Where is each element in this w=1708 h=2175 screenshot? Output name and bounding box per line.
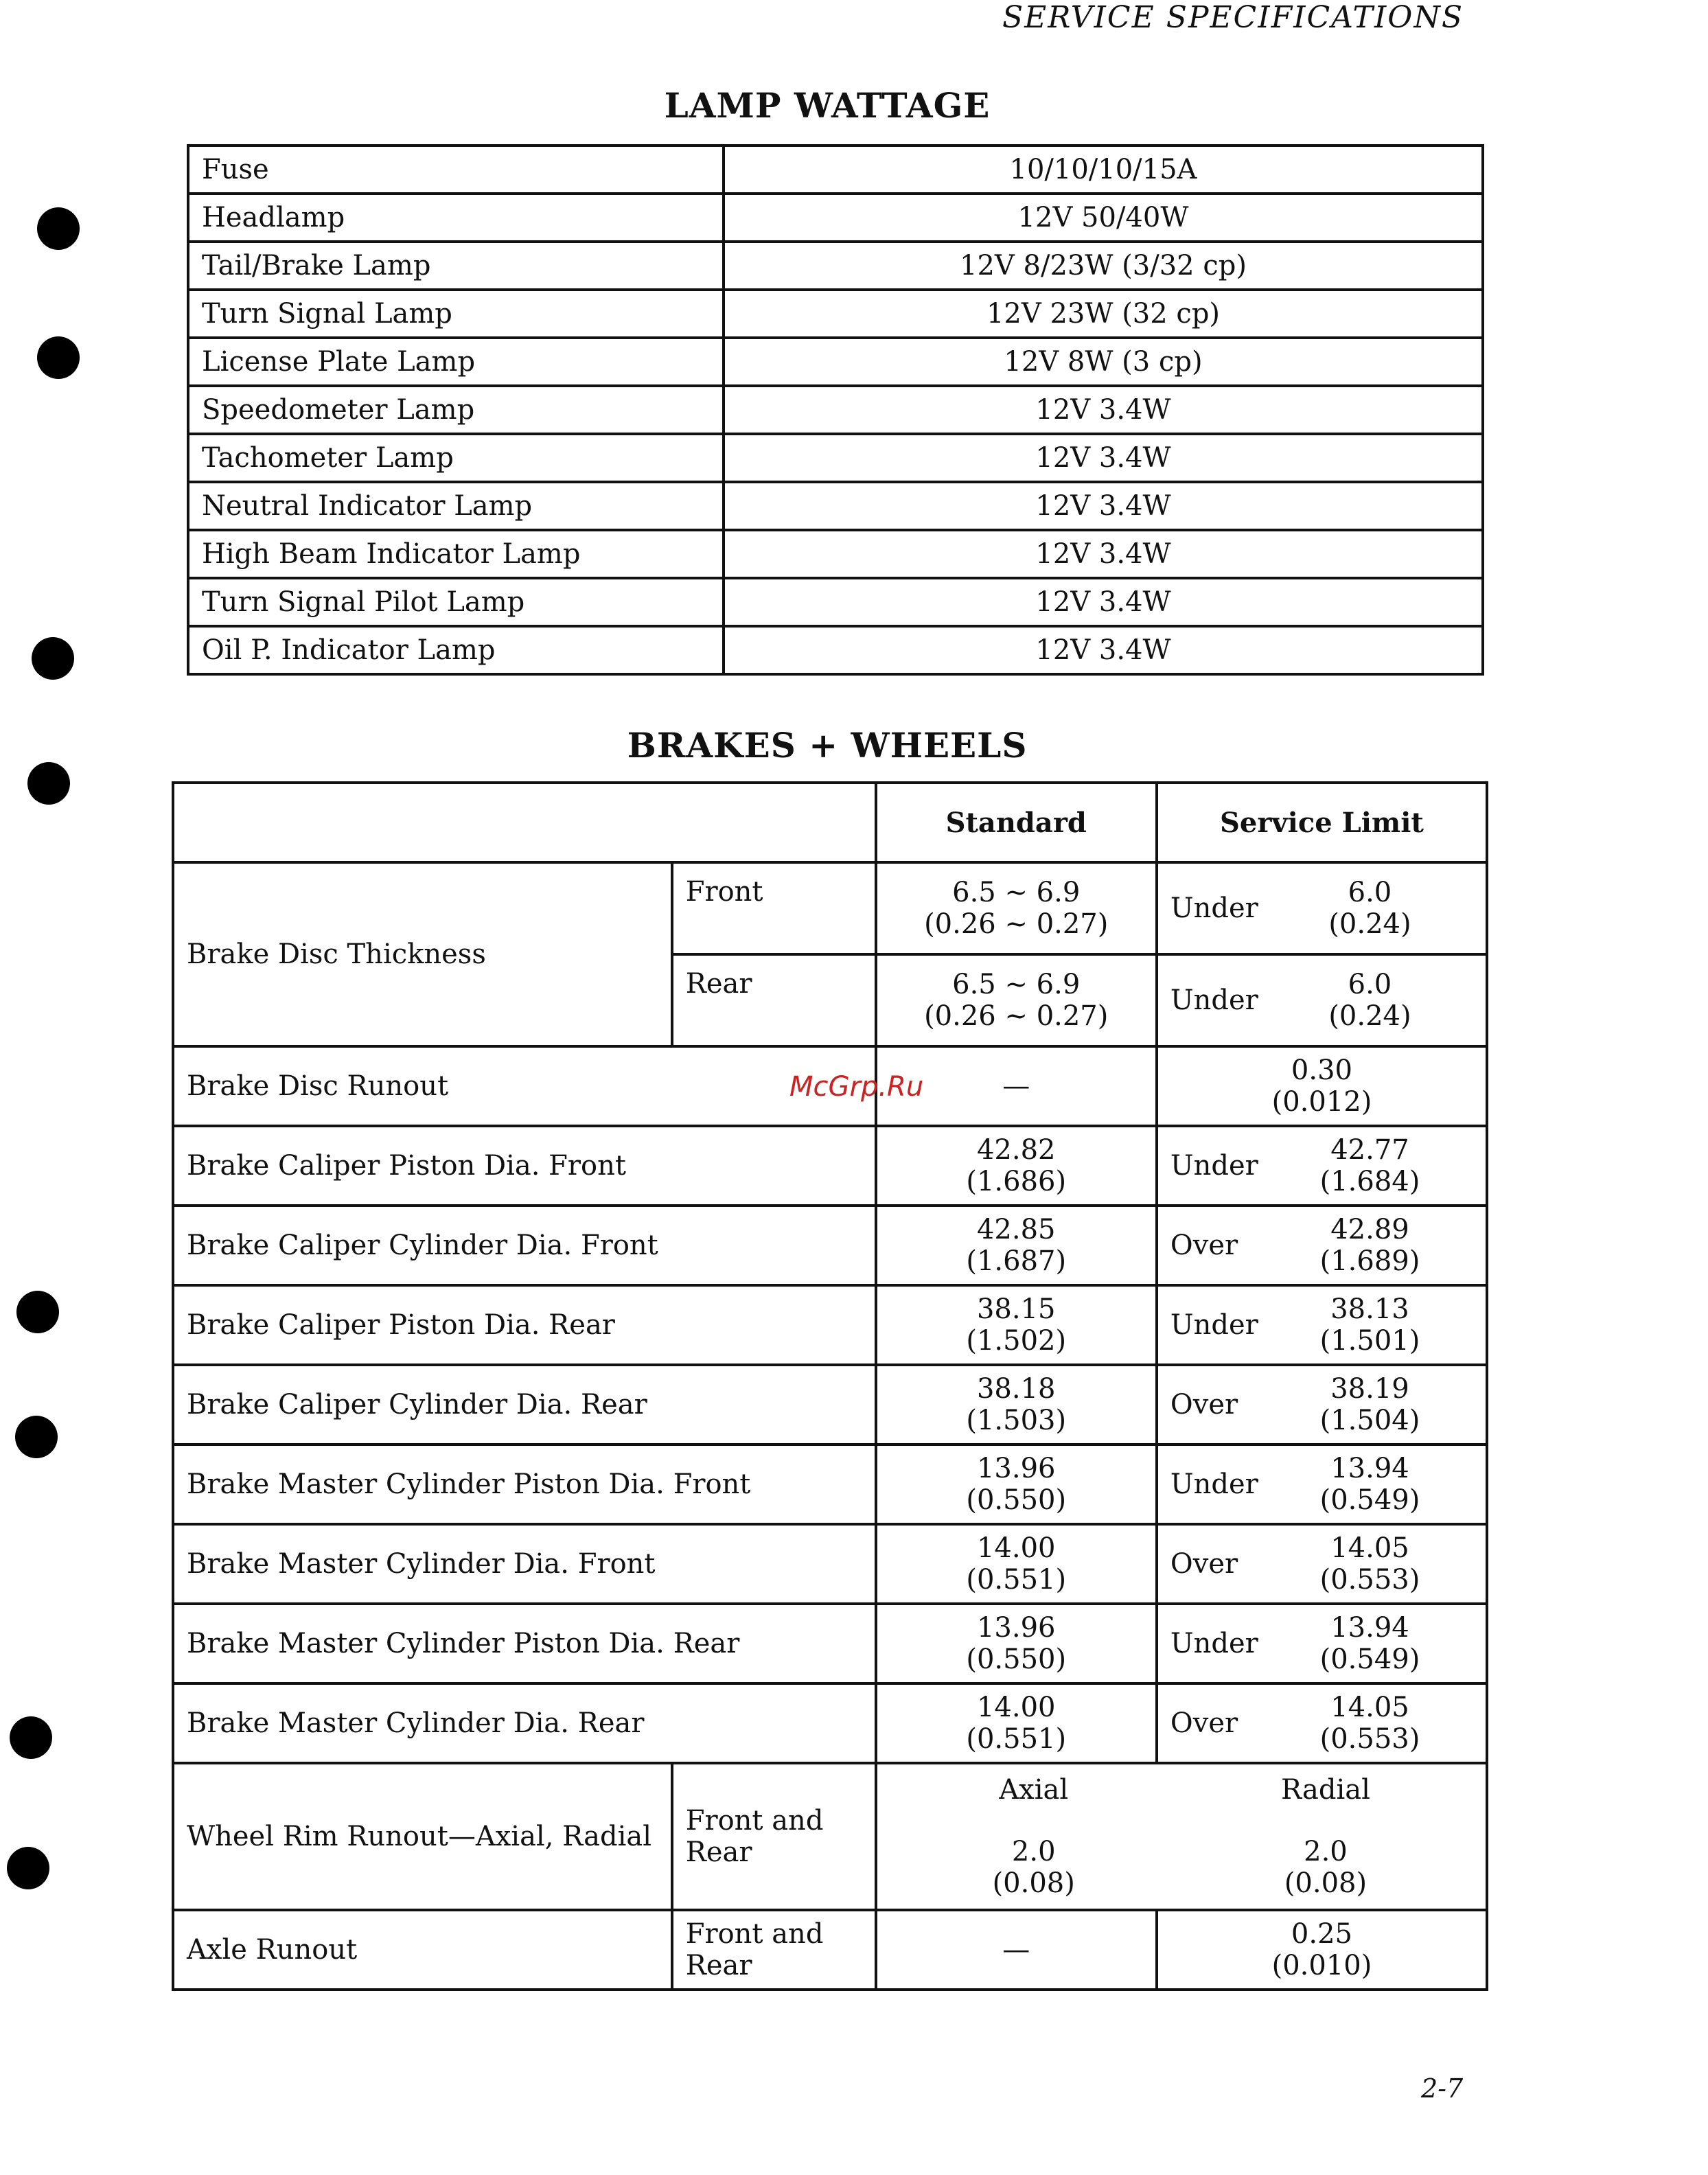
axle-runout-sub-label: Front and Rear [672, 1910, 876, 1990]
lamp-item: High Beam Indicator Lamp [188, 530, 724, 578]
service-limit-value: Over 38.19 (1.504) [1157, 1365, 1487, 1445]
table-row [188, 290, 1483, 338]
lamp-item: Turn Signal Pilot Lamp [188, 578, 724, 626]
standard-value: 42.82 (1.686) [876, 1126, 1157, 1206]
lamp-item: Fuse [188, 146, 724, 194]
table-row [188, 146, 1483, 194]
lamp-value: 12V 8W (3 cp) [724, 338, 1483, 386]
service-limit-value: Over 14.05 (0.553) [1157, 1683, 1487, 1763]
lamp-item: License Plate Lamp [188, 338, 724, 386]
lamp-item: Tail/Brake Lamp [188, 242, 724, 290]
table-row [188, 530, 1483, 578]
lamp-value: 12V 3.4W [724, 626, 1483, 674]
rim-runout-sub-label: Front and Rear [672, 1763, 876, 1910]
axle-runout-label: Axle Runout [173, 1910, 672, 1990]
table-row [173, 1763, 1487, 1910]
table-row [173, 1445, 1487, 1524]
watermark: McGrp.Ru [789, 1071, 924, 1103]
brakes-wheels-title: BRAKES + WHEELS [627, 725, 1028, 766]
punch-hole [37, 207, 80, 250]
table-row [173, 1683, 1487, 1763]
table-row [173, 1910, 1487, 1990]
service-limit-value: 0.30 (0.012) [1157, 1046, 1487, 1126]
service-limit-value: Under 38.13 (1.501) [1157, 1285, 1487, 1365]
table-row [188, 626, 1483, 674]
service-limit-value: Under 6.0 (0.24) [1157, 862, 1487, 954]
rim-runout-label: Wheel Rim Runout—Axial, Radial [173, 1763, 672, 1910]
measurement-label: Brake Master Cylinder Dia. Rear [173, 1683, 876, 1763]
punch-hole [37, 336, 80, 379]
rim-runout-value: Axial 2.0 (0.08) Radial 2.0 (0.08) [876, 1763, 1487, 1910]
table-row [173, 1126, 1487, 1206]
sub-label-front: Front [672, 862, 876, 954]
table-row [188, 194, 1483, 242]
measurement-label: Brake Caliper Cylinder Dia. Rear [173, 1365, 876, 1445]
header-blank-cell [173, 783, 876, 862]
page-header: SERVICE SPECIFICATIONS [1002, 0, 1464, 35]
table-row [173, 1206, 1487, 1285]
table-row [173, 1524, 1487, 1604]
lamp-item: Speedometer Lamp [188, 386, 724, 434]
standard-value: 42.85 (1.687) [876, 1206, 1157, 1285]
measurement-label: Brake Caliper Piston Dia. Rear [173, 1285, 876, 1365]
service-limit-value: Under 6.0 (0.24) [1157, 954, 1487, 1046]
table-row [173, 1285, 1487, 1365]
brakes-wheels-table [172, 781, 1488, 1991]
standard-value: 13.96 (0.550) [876, 1604, 1157, 1683]
lamp-value: 10/10/10/15A [724, 146, 1483, 194]
lamp-value: 12V 23W (32 cp) [724, 290, 1483, 338]
standard-value: 14.00 (0.551) [876, 1683, 1157, 1763]
punch-hole [7, 1847, 49, 1889]
punch-hole [15, 1416, 58, 1458]
lamp-wattage-table [187, 144, 1484, 676]
measurement-label: Brake Master Cylinder Dia. Front [173, 1524, 876, 1604]
lamp-value: 12V 3.4W [724, 482, 1483, 530]
table-row [173, 862, 1487, 954]
page-number: 2-7 [1421, 2073, 1464, 2104]
service-limit-value: Under 42.77 (1.684) [1157, 1126, 1487, 1206]
lamp-value: 12V 8/23W (3/32 cp) [724, 242, 1483, 290]
table-row [173, 1604, 1487, 1683]
measurement-label: Brake Master Cylinder Piston Dia. Front [173, 1445, 876, 1524]
lamp-value: 12V 3.4W [724, 530, 1483, 578]
service-limit-value: Under 13.94 (0.549) [1157, 1604, 1487, 1683]
lamp-item: Oil P. Indicator Lamp [188, 626, 724, 674]
lamp-item: Turn Signal Lamp [188, 290, 724, 338]
table-row [188, 482, 1483, 530]
lamp-item: Headlamp [188, 194, 724, 242]
table-row [188, 242, 1483, 290]
standard-value: 6.5 ~ 6.9 (0.26 ~ 0.27) [876, 862, 1157, 954]
standard-value: 38.15 (1.502) [876, 1285, 1157, 1365]
standard-value: 13.96 (0.550) [876, 1445, 1157, 1524]
disc-runout-label: Brake Disc Runout [173, 1046, 876, 1126]
lamp-value: 12V 3.4W [724, 434, 1483, 482]
measurement-label: Brake Master Cylinder Piston Dia. Rear [173, 1604, 876, 1683]
service-limit-value: Over 42.89 (1.689) [1157, 1206, 1487, 1285]
measurement-label: Brake Caliper Piston Dia. Front [173, 1126, 876, 1206]
lamp-item: Tachometer Lamp [188, 434, 724, 482]
lamp-value: 12V 3.4W [724, 578, 1483, 626]
punch-hole [10, 1716, 52, 1759]
standard-value: 14.00 (0.551) [876, 1524, 1157, 1604]
standard-value: — [876, 1910, 1157, 1990]
sub-label-rear: Rear [672, 954, 876, 1046]
measurement-label: Brake Caliper Cylinder Dia. Front [173, 1206, 876, 1285]
lamp-value: 12V 3.4W [724, 386, 1483, 434]
standard-value: 38.18 (1.503) [876, 1365, 1157, 1445]
service-limit-value: 0.25 (0.010) [1157, 1910, 1487, 1990]
table-row [188, 338, 1483, 386]
disc-thickness-label: Brake Disc Thickness [173, 862, 672, 1046]
lamp-wattage-title: LAMP WATTAGE [664, 85, 991, 126]
table-row [188, 386, 1483, 434]
lamp-item: Neutral Indicator Lamp [188, 482, 724, 530]
punch-hole [32, 637, 74, 680]
table-row [188, 578, 1483, 626]
punch-hole [16, 1291, 59, 1333]
header-row [173, 783, 1487, 862]
table-row [173, 1365, 1487, 1445]
standard-value: — [876, 1046, 1157, 1126]
service-limit-column-header: Service Limit [1157, 783, 1487, 862]
lamp-value: 12V 50/40W [724, 194, 1483, 242]
service-limit-value: Under 13.94 (0.549) [1157, 1445, 1487, 1524]
service-limit-value: Over 14.05 (0.553) [1157, 1524, 1487, 1604]
table-row [188, 434, 1483, 482]
standard-value: 6.5 ~ 6.9 (0.26 ~ 0.27) [876, 954, 1157, 1046]
standard-column-header: Standard [876, 783, 1157, 862]
punch-hole [27, 762, 70, 805]
